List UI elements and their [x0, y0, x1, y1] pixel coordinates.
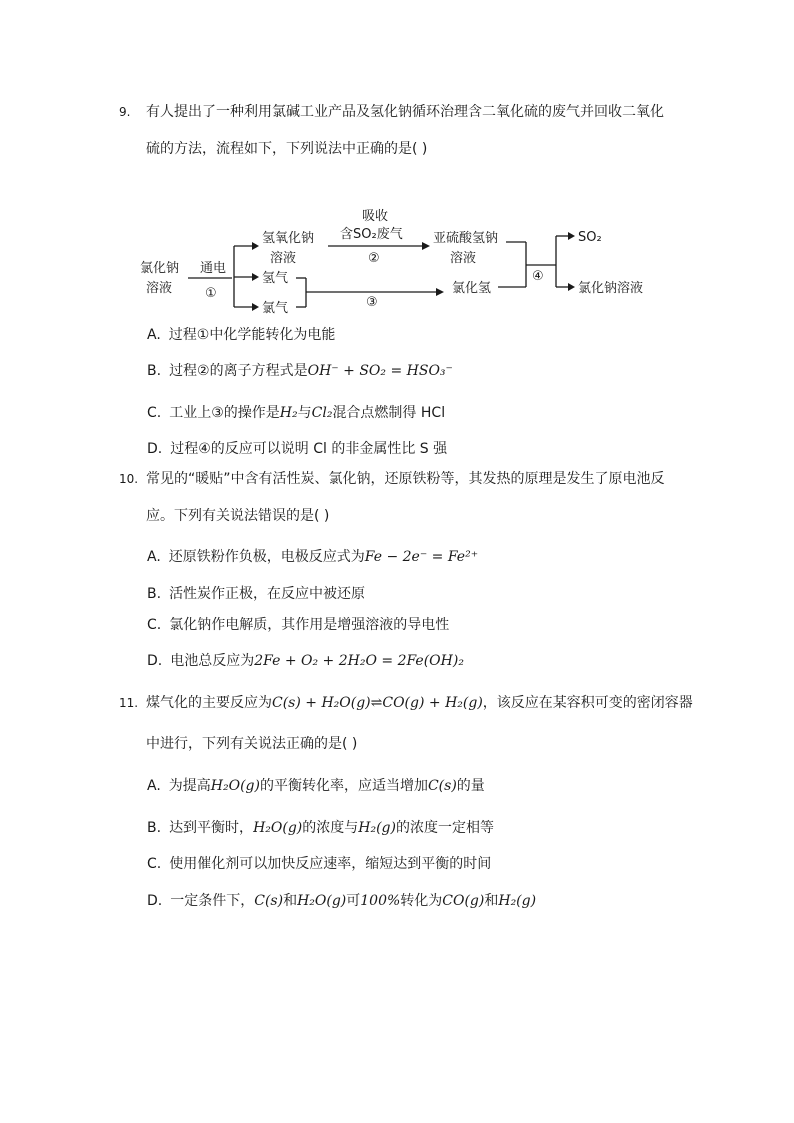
option-letter: B.	[147, 363, 162, 379]
diagram-cl2: 氯气	[262, 301, 289, 316]
option-text: 还原铁粉作负极，电极反应式为	[168, 549, 365, 565]
question-text-part: 煤气化的主要反应为	[146, 695, 272, 711]
option-text: 与	[297, 405, 312, 421]
option-formula: H₂O(g)	[210, 778, 260, 794]
option-letter: C.	[147, 856, 162, 872]
option-text: 使用催化剂可以加快反应速率，缩短达到平衡的时间	[169, 856, 492, 872]
question-text: 硫的方法，流程如下，下列说法中正确的是( )	[146, 141, 428, 157]
option-d[interactable]	[147, 651, 464, 671]
option-text: 达到平衡时，	[169, 820, 254, 836]
diagram-so2: SO₂	[578, 230, 602, 245]
option-formula: 2Fe + O₂ + 2H₂O = 2Fe(OH)₂	[254, 653, 464, 669]
diagram-step1-bottom: ①	[205, 286, 217, 301]
option-letter: B.	[147, 586, 162, 602]
option-a[interactable]	[147, 547, 478, 567]
option-letter: D.	[147, 893, 163, 909]
question-text: 中进行，下列有关说法正确的是( )	[146, 736, 358, 752]
option-text: 和	[283, 893, 298, 909]
option-letter: D.	[147, 441, 163, 457]
option-text: 为提高	[168, 778, 211, 794]
diagram-absorb-line2: 含SO₂废气	[340, 227, 403, 242]
diagram-step2: ②	[368, 251, 380, 266]
diagram-naoh-line2: 溶液	[270, 251, 297, 266]
option-letter: C.	[147, 617, 162, 633]
option-text: 工业上③的操作是	[169, 405, 280, 421]
diagram-h2: 氢气	[262, 271, 289, 286]
option-c[interactable]	[147, 403, 445, 423]
option-formula: H₂(g)	[358, 820, 396, 836]
option-letter: A.	[147, 327, 161, 343]
option-formula: 100%	[360, 893, 401, 909]
option-c[interactable]	[147, 615, 449, 635]
option-letter: A.	[147, 549, 161, 565]
option-text: 过程①中化学能转化为电能	[168, 327, 336, 343]
option-text: 过程④的反应可以说明 Cl 的非金属性比 S 强	[170, 441, 448, 457]
question-text: 应。下列有关说法错误的是( )	[146, 508, 330, 524]
diagram-naoh-line1: 氢氧化钠	[262, 231, 315, 246]
option-text: 氯化钠作电解质，其作用是增强溶液的导电性	[169, 617, 450, 633]
option-d[interactable]	[147, 891, 536, 911]
question-formula: C(s) + H₂O(g)⇌CO(g) + H₂(g)	[272, 695, 483, 711]
option-b[interactable]	[147, 361, 453, 381]
option-c[interactable]	[147, 854, 491, 874]
option-text: 的浓度一定相等	[395, 820, 494, 836]
option-formula: OH⁻ + SO₂ = HSO₃⁻	[307, 363, 453, 379]
option-text: 电池总反应为	[170, 653, 255, 669]
option-text: 的量	[456, 778, 485, 794]
option-text: 过程②的离子方程式是	[169, 363, 308, 379]
option-formula: H₂	[279, 405, 298, 421]
option-letter: A.	[147, 778, 161, 794]
question-text: 有人提出了一种利用氯碱工业产品及氢化钠循环治理含二氧化硫的废气并回收二氧化	[146, 104, 664, 120]
option-a[interactable]	[147, 325, 335, 345]
option-text: 转化为	[400, 893, 443, 909]
option-text: 可	[346, 893, 361, 909]
option-text: 活性炭作正极，在反应中被还原	[169, 586, 366, 602]
diagram-nacl-out: 氯化钠溶液	[578, 281, 644, 296]
question-number: 9.	[119, 105, 131, 119]
option-d[interactable]	[147, 439, 447, 459]
question-number: 10.	[119, 472, 139, 486]
option-formula: H₂O(g)	[297, 893, 347, 909]
option-letter: B.	[147, 820, 162, 836]
option-letter: C.	[147, 405, 162, 421]
diagram-start-line2: 溶液	[146, 281, 173, 296]
option-text: 的浓度与	[302, 820, 359, 836]
question-number: 11.	[119, 696, 139, 710]
option-a[interactable]	[147, 776, 485, 796]
diagram-step1-top: 通电	[200, 261, 227, 276]
diagram-hcl: 氯化氢	[452, 281, 492, 296]
option-text: 一定条件下，	[170, 893, 255, 909]
option-formula: C(s)	[254, 893, 284, 909]
diagram-nahso3-line2: 溶液	[450, 251, 477, 266]
option-b[interactable]	[147, 818, 494, 838]
question-text	[146, 693, 693, 713]
option-formula: Fe − 2e⁻ = Fe²⁺	[364, 549, 479, 565]
option-formula: CO(g)	[442, 893, 485, 909]
option-text: 和	[484, 893, 499, 909]
diagram-start-line1: 氯化钠	[140, 261, 180, 276]
question-text: 常见的“暖贴”中含有活性炭、氯化钠，还原铁粉等，其发热的原理是发生了原电池反	[146, 471, 665, 487]
diagram-absorb-line1: 吸收	[362, 209, 389, 224]
option-formula: Cl₂	[311, 405, 333, 421]
diagram-nahso3-line1: 亚硫酸氢钠	[433, 231, 499, 246]
option-text: 混合点燃制得 HCl	[332, 405, 446, 421]
option-letter: D.	[147, 653, 163, 669]
diagram-step4: ④	[532, 269, 544, 284]
option-formula: H₂O(g)	[253, 820, 303, 836]
option-b[interactable]	[147, 584, 365, 604]
question-text-part: ，该反应在某容积可变的密闭容器	[482, 695, 693, 711]
option-formula: H₂(g)	[498, 893, 537, 909]
diagram-step3: ③	[366, 295, 378, 310]
option-text: 的平衡转化率，应适当增加	[259, 778, 428, 794]
option-formula: C(s)	[427, 778, 457, 794]
